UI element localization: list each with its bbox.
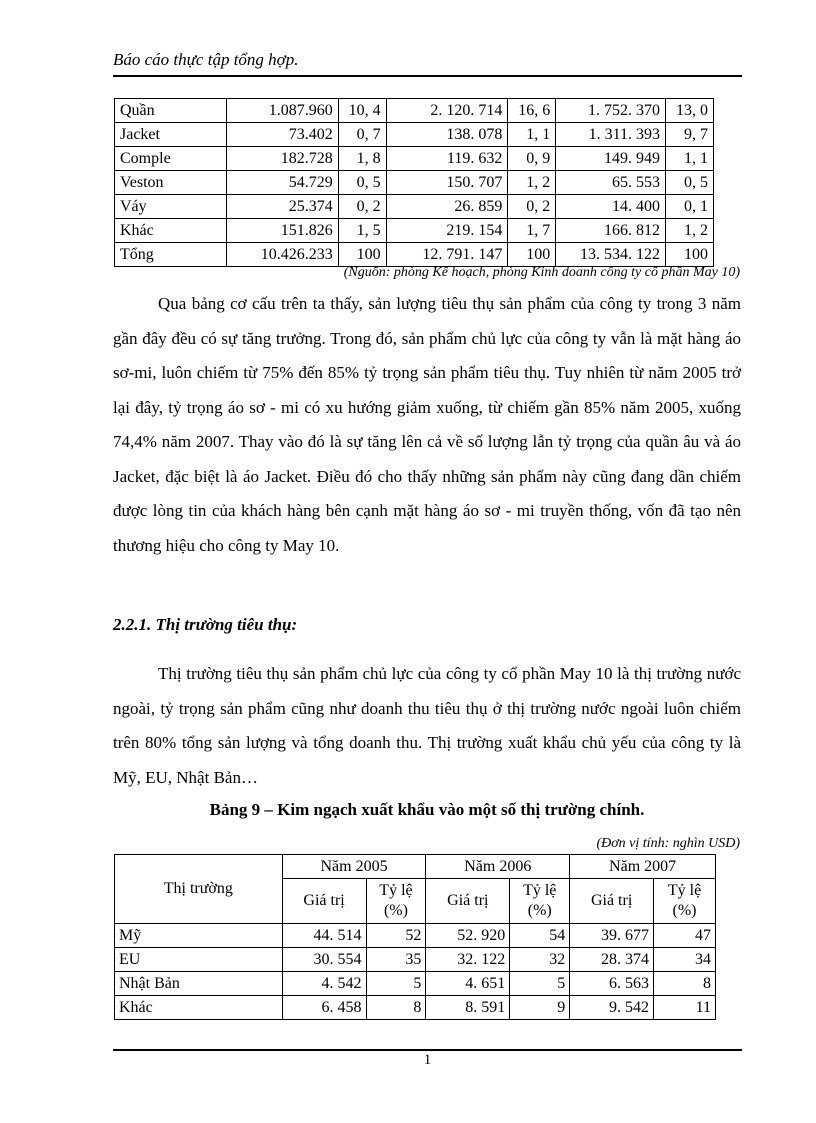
table-cell: 9. 542 (570, 996, 654, 1020)
header-ratio: Tỷ lệ (%) (366, 879, 426, 924)
row-label-cell: Tổng (115, 243, 227, 267)
header-value: Giá trị (426, 879, 510, 924)
table-cell: 0, 2 (508, 195, 556, 219)
table-row (115, 243, 714, 267)
table-cell: 4. 542 (282, 972, 366, 996)
table-cell: 1, 7 (508, 219, 556, 243)
table-cell: 16, 6 (508, 99, 556, 123)
header-year: Năm 2006 (426, 855, 570, 879)
table-cell: 26. 859 (386, 195, 508, 219)
table-cell: 150. 707 (386, 171, 508, 195)
table-row (115, 123, 714, 147)
table-cell: 32. 122 (426, 948, 510, 972)
header-year: Năm 2007 (570, 855, 716, 879)
table-cell: 149. 949 (556, 147, 666, 171)
row-label-cell: Comple (115, 147, 227, 171)
table-cell: 5 (366, 972, 426, 996)
table-cell: 39. 677 (570, 924, 654, 948)
table-cell: 1, 8 (338, 147, 386, 171)
table-source-note: (Nguồn: phòng Kế hoạch, phòng Kinh doanh công ty cổ phần May 10) (343, 265, 740, 280)
table-cell: 54 (510, 924, 570, 948)
header-value: Giá trị (282, 879, 366, 924)
table-cell: 14. 400 (556, 195, 666, 219)
table-row (115, 147, 714, 171)
table-cell: 0, 9 (508, 147, 556, 171)
table-cell: 8. 591 (426, 996, 510, 1020)
table-cell: 13. 534. 122 (556, 243, 666, 267)
table-header-row (115, 855, 716, 879)
table-row (115, 996, 716, 1020)
table-cell: 8 (654, 972, 716, 996)
table-cell: 11 (654, 996, 716, 1020)
table-cell: 0, 1 (666, 195, 714, 219)
row-label-cell: Khác (115, 996, 283, 1020)
table-cell: 0, 5 (666, 171, 714, 195)
table-cell: 8 (366, 996, 426, 1020)
table-cell: 35 (366, 948, 426, 972)
table-cell: 10, 4 (338, 99, 386, 123)
header-divider (113, 75, 742, 77)
table-cell: 1, 2 (666, 219, 714, 243)
table-cell: 6. 563 (570, 972, 654, 996)
table-cell: 28. 374 (570, 948, 654, 972)
table-cell: 1. 752. 370 (556, 99, 666, 123)
table-cell: 0, 5 (338, 171, 386, 195)
table-row (115, 924, 716, 948)
table-cell: 100 (508, 243, 556, 267)
row-label-cell: EU (115, 948, 283, 972)
table-cell: 182.728 (226, 147, 338, 171)
row-label-cell: Khác (115, 219, 227, 243)
table-cell: 10.426.233 (226, 243, 338, 267)
header-market: Thị trường (115, 855, 283, 924)
table-cell: 151.826 (226, 219, 338, 243)
section-heading: 2.2.1. Thị trường tiêu thụ: (113, 615, 298, 634)
table-cell: 34 (654, 948, 716, 972)
row-label-cell: Veston (115, 171, 227, 195)
header-ratio: Tỷ lệ (%) (654, 879, 716, 924)
row-label-cell: Nhật Bản (115, 972, 283, 996)
table-cell: 119. 632 (386, 147, 508, 171)
table-cell: 5 (510, 972, 570, 996)
page-header-title: Báo cáo thực tập tổng hợp. (113, 50, 299, 69)
footer-divider (113, 1049, 742, 1051)
table-cell: 6. 458 (282, 996, 366, 1020)
product-output-table (114, 98, 714, 267)
table-cell: 9 (510, 996, 570, 1020)
row-label-cell: Mỹ (115, 924, 283, 948)
table-row (115, 972, 716, 996)
table-row (115, 99, 714, 123)
table-cell: 0, 7 (338, 123, 386, 147)
table-cell: 1, 1 (666, 147, 714, 171)
table-cell: 9, 7 (666, 123, 714, 147)
table-cell: 13, 0 (666, 99, 714, 123)
table-cell: 1, 5 (338, 219, 386, 243)
table-cell: 4. 651 (426, 972, 510, 996)
paragraph-market: Thị trường tiêu thụ sản phẩm chủ lực của công ty cổ phần May 10 là thị trường nước ngoài, tỷ trọng sản phẩm cũng như doanh thu tiêu thụ ở thị trường nước ngoài luôn chiếm trên 80% tổng sản lượng và tổng doanh thu. Thị trường xuất khẩu chủ yếu của công ty là Mỹ, EU, Nhật Bản… (113, 664, 741, 787)
header-value: Giá trị (570, 879, 654, 924)
table-cell: 47 (654, 924, 716, 948)
table-cell: 12. 791. 147 (386, 243, 508, 267)
table-row (115, 219, 714, 243)
header-ratio: Tỷ lệ (%) (510, 879, 570, 924)
table-cell: 73.402 (226, 123, 338, 147)
table-cell: 54.729 (226, 171, 338, 195)
table-cell: 1.087.960 (226, 99, 338, 123)
table-cell: 2. 120. 714 (386, 99, 508, 123)
table-cell: 1, 1 (508, 123, 556, 147)
row-label-cell: Váy (115, 195, 227, 219)
table-cell: 219. 154 (386, 219, 508, 243)
table-row (115, 171, 714, 195)
table-cell: 1. 311. 393 (556, 123, 666, 147)
header-year: Năm 2005 (282, 855, 426, 879)
paragraph-product-analysis: Qua bảng cơ cấu trên ta thấy, sản lượng tiêu thụ sản phẩm của công ty trong 3 năm gần đây đều có sự tăng trưởng. Trong đó, sản phẩm chủ lực của công ty vẫn là mặt hàng áo sơ-mi, luôn chiếm từ 75% đến 85% tỷ trọng sản phẩm tiêu thụ. Tuy nhiên từ năm 2005 trở lại đây, tỷ trọng áo sơ - mi có xu hướng giảm xuống, từ chiếm gần 85% năm 2005, xuống 74,4% năm 2007. Thay vào đó là sự tăng lên cả về số lượng lẫn tỷ trọng của quần âu và áo Jacket, đặc biệt là áo Jacket. Điều đó cho thấy những sản phẩm này cũng đang dần chiếm được lòng tin của khách hàng bên cạnh mặt hàng áo sơ - mi truyền thống, vốn đã tạo nên thương hiệu cho công ty May 10. (113, 294, 741, 555)
table-cell: 1, 2 (508, 171, 556, 195)
row-label-cell: Quần (115, 99, 227, 123)
table-unit-note: (Đơn vị tính: nghìn USD) (596, 836, 740, 851)
table-cell: 25.374 (226, 195, 338, 219)
table-cell: 100 (338, 243, 386, 267)
table-cell: 138. 078 (386, 123, 508, 147)
export-turnover-table (114, 854, 716, 1020)
table-row (115, 195, 714, 219)
table-cell: 52. 920 (426, 924, 510, 948)
table-cell: 166. 812 (556, 219, 666, 243)
table-cell: 100 (666, 243, 714, 267)
table-cell: 0, 2 (338, 195, 386, 219)
row-label-cell: Jacket (115, 123, 227, 147)
table-cell: 52 (366, 924, 426, 948)
table-cell: 44. 514 (282, 924, 366, 948)
table-row (115, 948, 716, 972)
table-cell: 30. 554 (282, 948, 366, 972)
table-cell: 65. 553 (556, 171, 666, 195)
page-number: 1 (423, 1052, 432, 1068)
table-caption: Bảng 9 – Kim ngạch xuất khẩu vào một số thị trường chính. (209, 800, 645, 819)
table-cell: 32 (510, 948, 570, 972)
